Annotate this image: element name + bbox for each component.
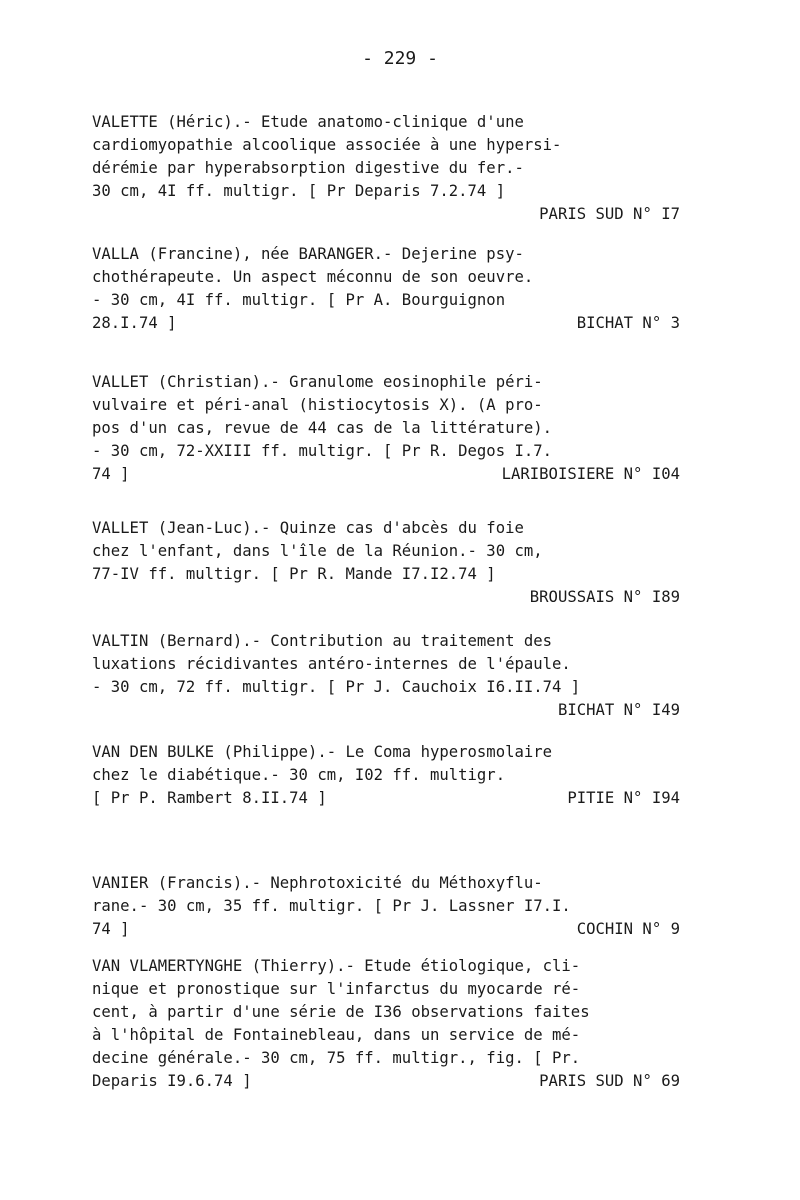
bibliography-entry (92, 371, 684, 486)
location-code: COCHIN N° 9 (576, 920, 680, 938)
location-code: LARIBOISIERE N° I04 (501, 465, 680, 483)
entry-line: cardiomyopathie alcoolique associée à une hypersi- (92, 136, 562, 154)
location-code: PITIE N° I94 (567, 789, 680, 807)
entry-line: chez l'enfant, dans l'île de la Réunion.- 30 cm, (92, 542, 543, 560)
entry-location (92, 699, 684, 722)
entry-line: 28.I.74 ] (92, 314, 177, 332)
entry-line: VALLET (Christian).- Granulome eosinophile péri- (92, 373, 543, 391)
bibliography-entry (92, 955, 684, 1093)
bibliography-entry (92, 517, 684, 609)
entry-line: - 30 cm, 72 ff. multigr. [ Pr J. Cauchoix I6.II.74 ] (92, 678, 581, 696)
entry-line: nique et pronostique sur l'infarctus du myocarde ré- (92, 980, 581, 998)
entry-final-line (92, 1070, 684, 1093)
entry-line: VALETTE (Héric).- Etude anatomo-clinique d'une (92, 113, 524, 131)
location-code: PARIS SUD N° I7 (539, 205, 680, 223)
bibliography-entry (92, 243, 684, 335)
bibliography-entry (92, 741, 684, 810)
entry-line: cent, à partir d'une série de I36 observations faites (92, 1003, 590, 1021)
entry-line: pos d'un cas, revue de 44 cas de la littérature). (92, 419, 553, 437)
entry-line: VALLET (Jean-Luc).- Quinze cas d'abcès du foie (92, 519, 524, 537)
entry-final-line (92, 787, 684, 810)
entry-final-line (92, 463, 684, 486)
location-code: BICHAT N° I49 (557, 701, 680, 719)
entry-line: 74 ] (92, 465, 130, 483)
entry-line: VALLA (Francine), née BARANGER.- Dejerine psy- (92, 245, 524, 263)
entry-line: 77-IV ff. multigr. [ Pr R. Mande I7.I2.74 ] (92, 565, 496, 583)
entry-line: VAN VLAMERTYNGHE (Thierry).- Etude étiologique, cli- (92, 957, 581, 975)
entry-line: chothérapeute. Un aspect méconnu de son oeuvre. (92, 268, 534, 286)
bibliography-entry (92, 111, 684, 226)
location-code: BROUSSAIS N° I89 (529, 588, 680, 606)
entry-line: VALTIN (Bernard).- Contribution au traitement des (92, 632, 553, 650)
entry-line: à l'hôpital de Fontainebleau, dans un service de mé- (92, 1026, 581, 1044)
entry-line: 74 ] (92, 920, 130, 938)
entry-line: decine générale.- 30 cm, 75 ff. multigr., fig. [ Pr. (92, 1049, 581, 1067)
entry-line: luxations récidivantes antéro-internes de l'épaule. (92, 655, 571, 673)
entry-line: 30 cm, 4I ff. multigr. [ Pr Deparis 7.2.74 ] (92, 182, 506, 200)
bibliography-entry (92, 630, 684, 722)
entry-final-line (92, 918, 684, 941)
entry-line: rane.- 30 cm, 35 ff. multigr. [ Pr J. Lassner I7.I. (92, 897, 571, 915)
entry-final-line (92, 312, 684, 335)
entry-line: [ Pr P. Rambert 8.II.74 ] (92, 789, 327, 807)
entry-line: dérémie par hyperabsorption digestive du fer.- (92, 159, 524, 177)
bibliography-entry (92, 872, 684, 941)
entry-line: VANIER (Francis).- Nephrotoxicité du Méthoxyflu- (92, 874, 543, 892)
location-code: PARIS SUD N° 69 (539, 1072, 680, 1090)
page-number: - 229 - (362, 48, 438, 69)
entry-location (92, 586, 684, 609)
entry-line: VAN DEN BULKE (Philippe).- Le Coma hyperosmolaire (92, 743, 553, 761)
entry-line: chez le diabétique.- 30 cm, I02 ff. multigr. (92, 766, 506, 784)
location-code: BICHAT N° 3 (576, 314, 680, 332)
entry-line: - 30 cm, 72-XXIII ff. multigr. [ Pr R. Degos I.7. (92, 442, 553, 460)
entry-line: - 30 cm, 4I ff. multigr. [ Pr A. Bourguignon (92, 291, 506, 309)
entry-location (92, 203, 684, 226)
entry-line: Deparis I9.6.74 ] (92, 1072, 252, 1090)
entry-line: vulvaire et péri-anal (histiocytosis X). (A pro- (92, 396, 543, 414)
